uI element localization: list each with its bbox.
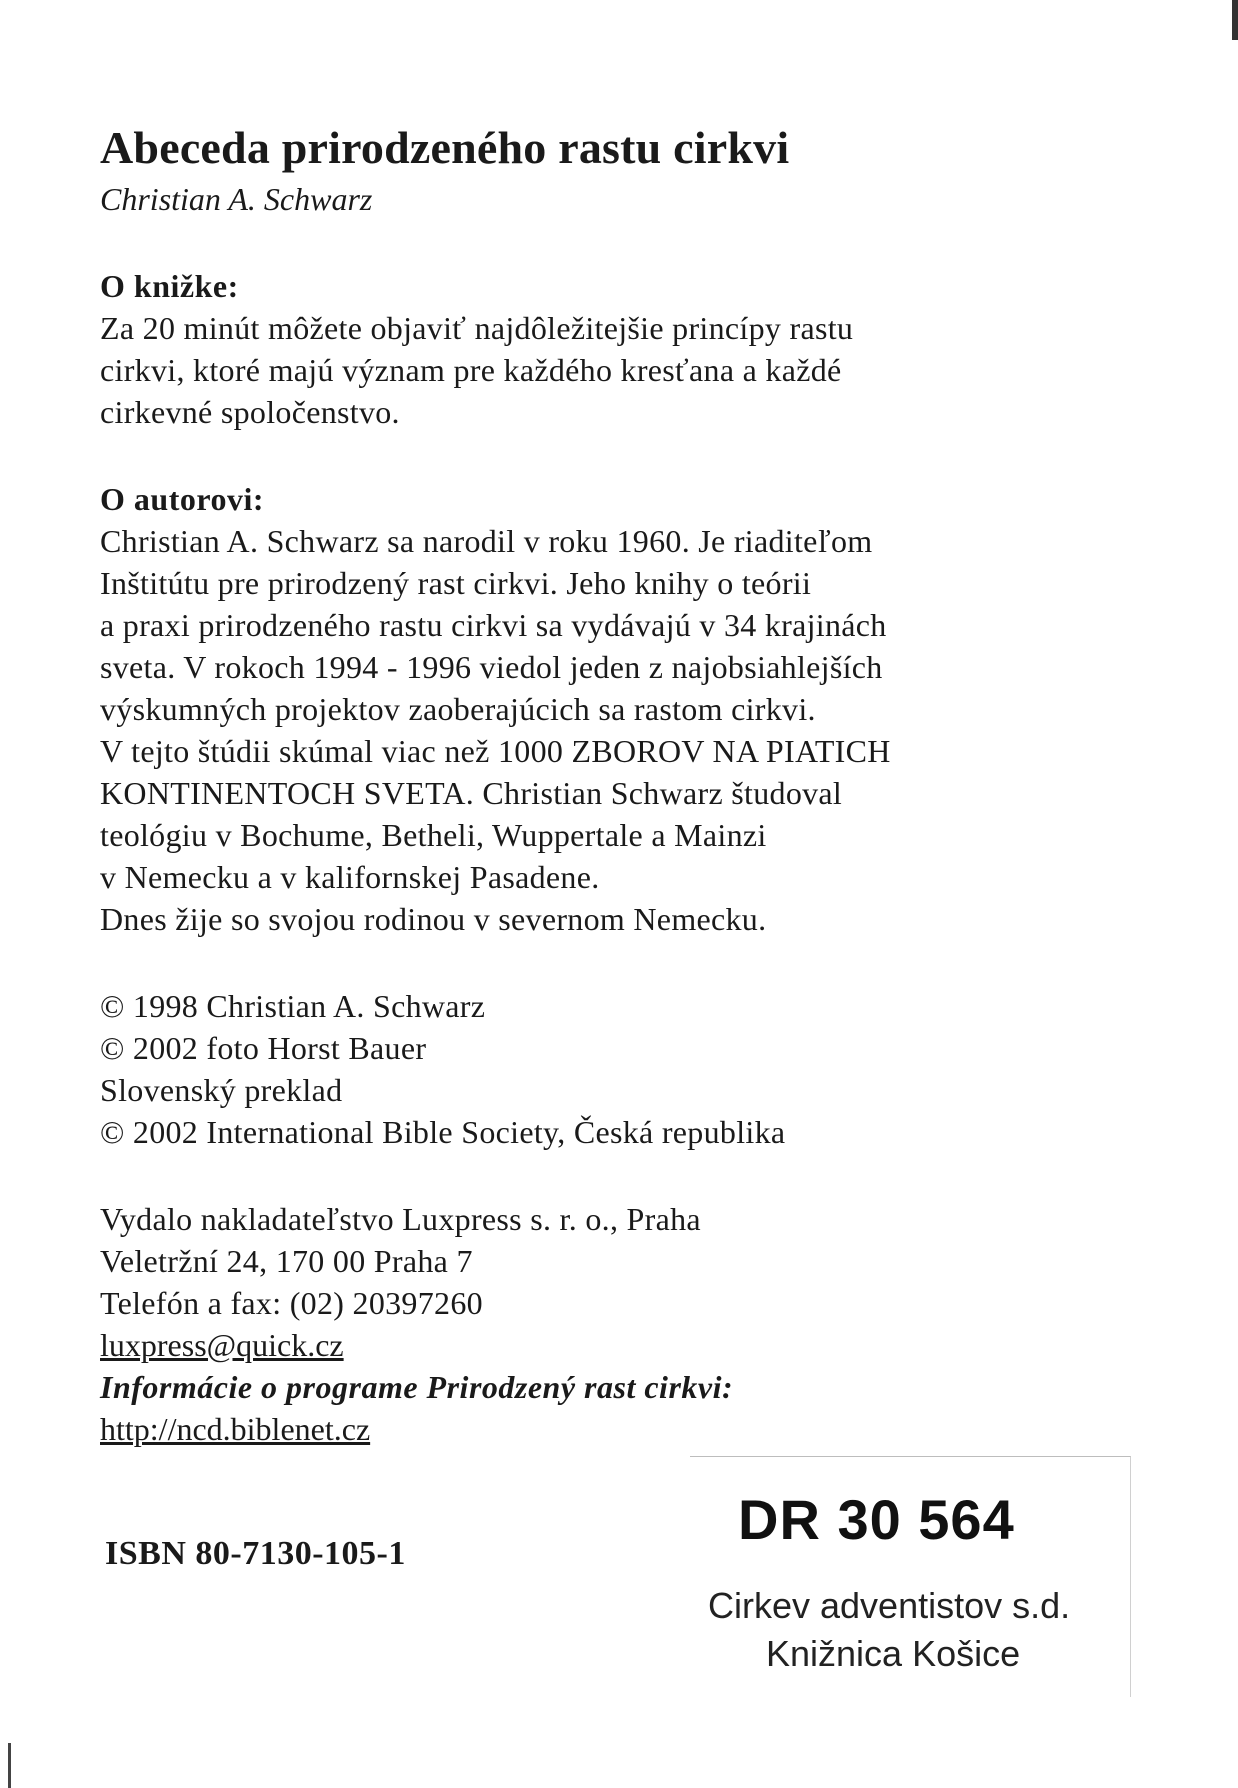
about-book-text: Za 20 minút môžete objaviť najdôležitejšie princípy rastu cirkvi, ktoré majú význam pre každého kresťana a každé cirkevné spoločenstvo. <box>100 310 854 430</box>
program-website-link[interactable]: http://ncd.biblenet.cz <box>100 1411 371 1447</box>
about-author-heading: O autorovi: <box>100 481 265 517</box>
imprint-content <box>100 118 1120 1450</box>
about-book-heading: O knižke: <box>100 268 239 304</box>
book-title: Abeceda prirodzeného rastu cirkvi <box>100 122 790 173</box>
copyright-block: © 1998 Christian A. Schwarz © 2002 foto Horst Bauer Slovenský preklad © 2002 International Bible Society, Česká republika <box>100 988 786 1150</box>
about-author-text: Christian A. Schwarz sa narodil v roku 1960. Je riaditeľom Inštitútu pre prirodzený rast cirkvi. Jeho knihy o teórii a praxi prirodzeného rastu cirkvi sa vydávajú v 34 krajinách sveta. V rokoch 1994 - 1996 viedol jeden z najobsiahlejších výskumných projektov zaoberajúcich sa rastom cirkvi. V tejto štúdii skúmal viac než 1000 ZBOROV NA PIATICH KONTINENTOCH SVETA. Christian Schwarz študoval teológiu v Bochume, Betheli, Wuppertale a Mainzi v Nemecku a v kalifornskej Pasadene. Dnes žije so svojou rodinou v severnom Nemecku. <box>100 523 891 937</box>
library-stamp <box>690 1456 1131 1697</box>
stamp-library-name: Knižnica Košice <box>766 1633 1021 1674</box>
program-info-label: Informácie o programe Prirodzený rast cirkvi: <box>100 1369 734 1405</box>
scan-edge-mark-left <box>8 1743 11 1788</box>
publisher-block: Vydalo nakladateľstvo Luxpress s. r. o., Praha Veletržní 24, 170 00 Praha 7 Telefón a fax: (02) 20397260 <box>100 1201 701 1321</box>
book-author: Christian A. Schwarz <box>100 181 373 217</box>
publisher-email-link[interactable]: luxpress@quick.cz <box>100 1327 344 1363</box>
stamp-library-owner: Cirkev adventistov s.d. <box>708 1585 1071 1626</box>
stamp-code: DR 30 564 <box>738 1488 1015 1551</box>
scan-edge-mark <box>1232 0 1238 40</box>
isbn: ISBN 80-7130-105-1 <box>105 1535 406 1572</box>
